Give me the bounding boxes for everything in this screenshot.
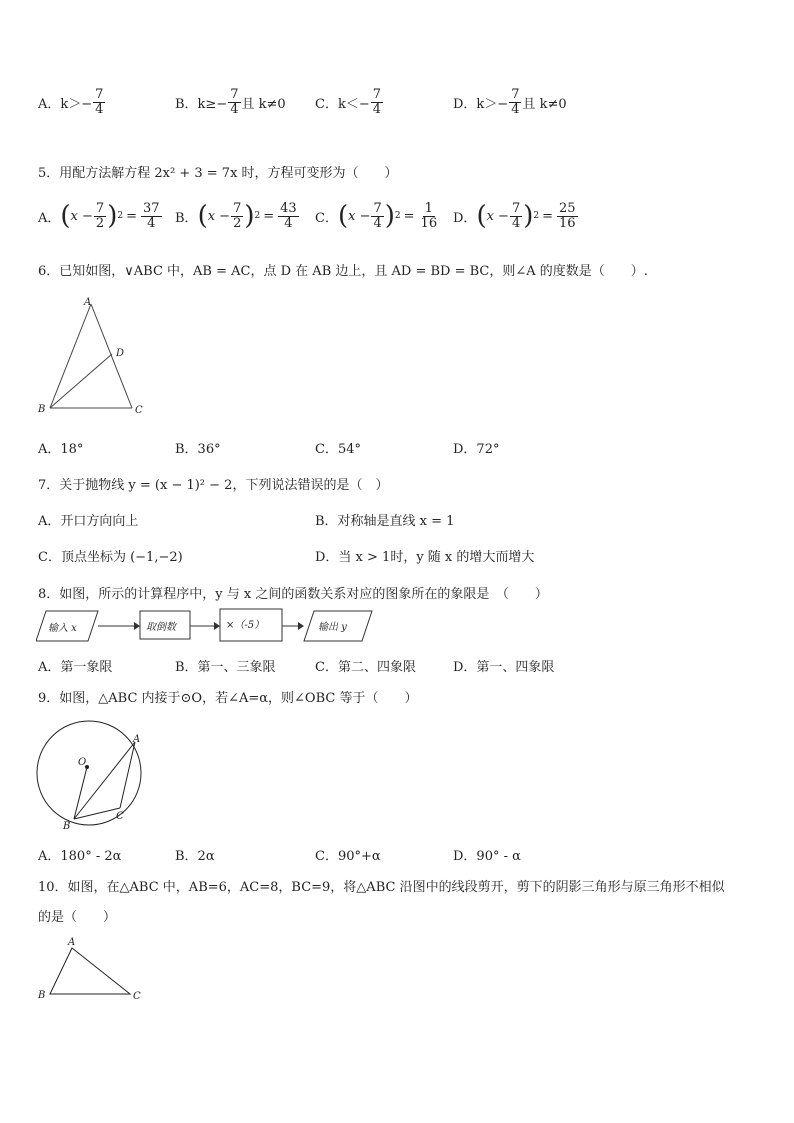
right-paren: ) <box>107 201 118 232</box>
q6-option-a: A．18° <box>38 442 84 457</box>
left-paren: ( <box>337 201 349 232</box>
right-paren: ) <box>244 201 255 232</box>
left-paren: ( <box>476 201 487 232</box>
fraction: $\frac{7}{4}$ <box>230 87 239 117</box>
flow-step2-text: ×（-5） <box>226 620 265 631</box>
q9-option-a: A．180° - 2α <box>38 849 122 864</box>
fraction: $\frac{25}{16}$ <box>559 201 576 231</box>
fraction: $\frac{7}{4}$ <box>511 201 521 231</box>
q8-option-a: A．第一象限 <box>38 660 113 675</box>
fraction: $\frac{7}{2}$ <box>233 201 242 231</box>
label-b: B <box>38 404 46 415</box>
q9-circle-figure <box>34 716 150 832</box>
fraction: $\frac{7}{2}$ <box>95 201 105 231</box>
left-paren: ( <box>197 201 208 232</box>
q10-triangle-figure <box>36 934 148 1006</box>
q4-option-c-text: C．k＜− <box>315 96 370 112</box>
flow-output-text: 输出 y <box>318 622 347 633</box>
equals-sign: = <box>263 208 275 224</box>
fraction: $\frac{43}{4}$ <box>280 201 297 231</box>
fraction: $\frac{1}{16}$ <box>420 201 438 231</box>
q7-option-a: A．开口方向向上 <box>38 514 139 529</box>
fraction: $\frac{7}{4}$ <box>511 87 520 117</box>
flow-arrowhead-3 <box>298 622 304 630</box>
q5-option-a: A． ( x − $\frac{7}{2}$ ) 2 = $\frac{37}{4}$ <box>38 201 160 232</box>
triangle-abc <box>50 948 130 994</box>
segment-ac <box>91 304 132 408</box>
q4-option-a-text: A．k＞− <box>38 96 93 112</box>
q9-option-b: B．2α <box>175 849 215 864</box>
flow-step1-text: 取倒数 <box>146 622 176 633</box>
q5-option-d: D． ( x − $\frac{7}{4}$ ) 2 = $\frac{25}{16}$ <box>453 201 576 232</box>
q4-option-b: B．k≥− $\frac{7}{4}$ 且 k≠0 <box>175 87 286 117</box>
q5-option-b: B． ( x − $\frac{7}{2}$ ) 2 = $\frac{43}{4}$ <box>175 201 297 232</box>
q4-option-c <box>315 88 384 116</box>
q8-option-b: B．第一、三象限 <box>175 660 276 675</box>
segment-bd <box>50 354 112 408</box>
q6-option-d: D．72° <box>453 442 500 457</box>
q10-stem-line1: 10．如图，在△ABC 中，AB=6，AC=8，BC=9，将△ABC 沿图中的线段剪开，剪下的阴影三角形与原三角形不相似 <box>38 880 725 895</box>
fraction: $\frac{7}{4}$ <box>373 201 382 231</box>
fraction: $\frac{7}{4}$ <box>95 87 104 117</box>
q9-option-d: D．90° - α <box>453 849 521 864</box>
equals-sign: = <box>403 208 415 224</box>
equals-sign: = <box>126 208 137 224</box>
label-a: A <box>84 297 92 308</box>
flow-arrowhead-1 <box>134 622 140 630</box>
q6-triangle-figure <box>36 296 156 420</box>
q8-flowchart <box>36 608 386 644</box>
label-d: D <box>116 348 125 359</box>
q6-stem: 6．已知如图，∨ABC 中，AB = AC，点 D 在 AB 边上，且 AD = BD = BC，则∠A 的度数是（ ）. <box>38 264 648 279</box>
q7-option-b: B．对称轴是直线 x = 1 <box>315 514 455 529</box>
equals-sign: = <box>542 208 554 224</box>
flow-arrowhead-2 <box>214 622 220 630</box>
label-c: C <box>133 991 141 1002</box>
label-c: C <box>116 811 124 822</box>
fraction: $\frac{7}{4}$ <box>372 87 381 117</box>
q5-option-c: C． ( x − $\frac{7}{4}$ ) 2 = $\frac{1}{16}$ <box>315 201 438 232</box>
flow-input-text: 输入 x <box>48 623 77 634</box>
q7-stem: 7．关于抛物线 y = (x − 1)² − 2，下列说法错误的是（ ） <box>38 478 389 493</box>
right-paren: ) <box>384 201 395 232</box>
fraction: $\frac{37}{4}$ <box>142 201 160 231</box>
label-c: C <box>135 405 143 416</box>
q4-option-d: D．k＞− $\frac{7}{4}$ 且 k≠0 <box>453 87 567 117</box>
left-paren: ( <box>60 201 71 232</box>
q4-option-d-text: D．k＞− <box>453 96 509 112</box>
q10-stem-line2: 的是（ ） <box>38 910 117 925</box>
q8-option-d: D．第一、四象限 <box>453 660 555 675</box>
q4-option-b-text: B．k≥− <box>175 96 228 112</box>
q6-option-c: C．54° <box>315 442 361 457</box>
q5-stem: 5．用配方法解方程 2x² + 3 = 7x 时，方程可变形为（ ） <box>38 166 398 181</box>
q8-stem: 8．如图，所示的计算程序中，y 与 x 之间的函数关系对应的图象所在的象限是 （ ） <box>38 587 548 602</box>
circle-o <box>37 721 141 825</box>
label-b: B <box>38 990 46 1001</box>
segment-ab <box>50 304 91 408</box>
q4-option-a <box>38 88 106 116</box>
label-b: B <box>63 821 71 832</box>
label-o: O <box>78 757 87 768</box>
q9-option-c: C．90°+α <box>315 849 381 864</box>
label-a: A <box>133 734 141 745</box>
label-a: A <box>68 937 76 948</box>
q9-stem: 9．如图，△ABC 内接于⊙O，若∠A=α，则∠OBC 等于（ ） <box>38 691 418 706</box>
right-paren: ) <box>523 201 534 232</box>
q7-option-d: D．当 x > 1时，y 随 x 的增大而增大 <box>315 550 535 565</box>
q6-option-b: B．36° <box>175 442 221 457</box>
q7-option-c: C．顶点坐标为 (−1,−2) <box>38 550 183 565</box>
q8-option-c: C．第二、四象限 <box>315 660 416 675</box>
